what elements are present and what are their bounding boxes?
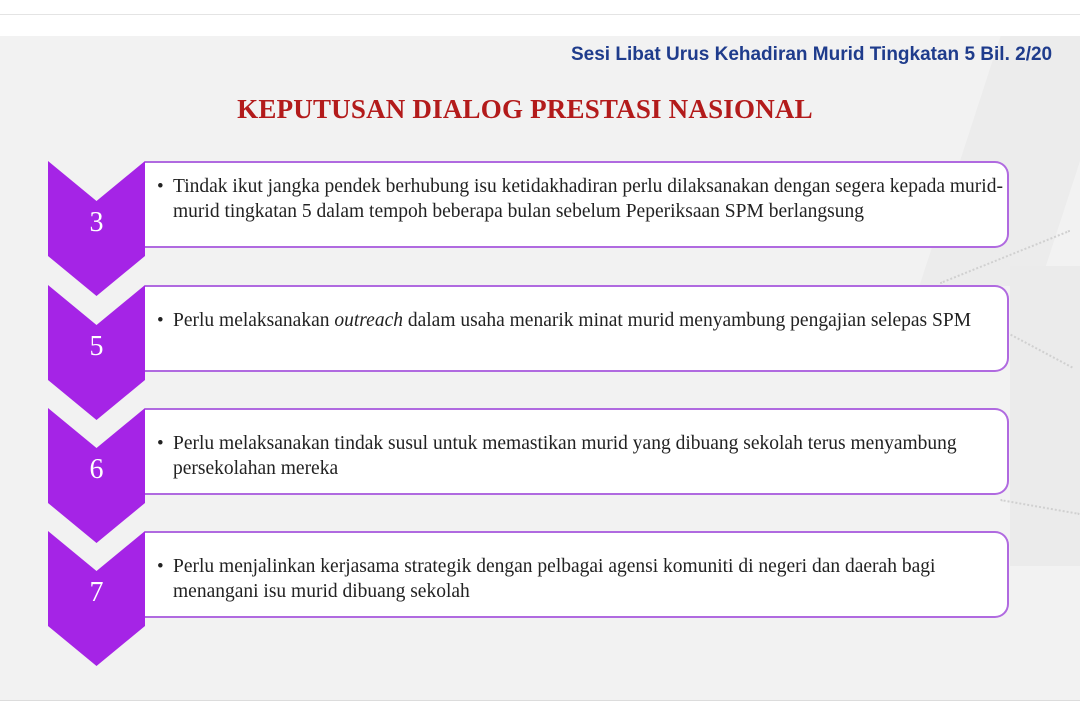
- list-item: [0, 531, 1080, 667]
- list-item: [0, 408, 1080, 544]
- item-number: 7: [89, 577, 104, 608]
- item-box: [145, 531, 1009, 618]
- item-text-content: dalam usaha menarik minat murid menyambung pengajian selepas SPM: [402, 310, 972, 331]
- item-text-content: Tindak ikut jangka pendek berhubung isu ketidakhadiran perlu dilaksanakan dengan segera kepada murid-murid tingkatan 5 dalam tempoh beberapa bulan sebelum Peperiksaan SPM berlangsung: [173, 176, 1003, 222]
- item-text-content: Perlu melaksanakan tindak susul untuk memastikan murid yang dibuang sekolah terus menyambung persekolahan mereka: [173, 433, 957, 479]
- item-number: 3: [89, 207, 104, 238]
- bullet-icon: •: [157, 433, 164, 454]
- bullet-icon: •: [157, 556, 164, 577]
- item-text: [157, 308, 1009, 333]
- item-text: [157, 431, 1009, 481]
- viewer-top-bar: [0, 0, 1080, 15]
- bullet-icon: •: [157, 310, 164, 331]
- item-text-content: Perlu melaksanakan: [173, 310, 335, 331]
- item-text: [157, 554, 1009, 604]
- item-box: [145, 161, 1009, 248]
- item-number: 5: [89, 331, 104, 362]
- list-item: [0, 285, 1080, 421]
- item-text: [157, 174, 1009, 224]
- list-item: [0, 161, 1080, 297]
- slide-subtitle: Sesi Libat Urus Kehadiran Murid Tingkatan 5 Bil. 2/20: [571, 44, 1053, 65]
- slide: [0, 36, 1080, 700]
- item-box: [145, 285, 1009, 372]
- item-text-italic: outreach: [334, 310, 403, 331]
- item-text-content: Perlu menjalinkan kerjasama strategik dengan pelbagai agensi komuniti di negeri dan daerah bagi menangani isu murid dibuang sekolah: [173, 556, 936, 602]
- item-box: [145, 408, 1009, 495]
- bullet-icon: •: [157, 176, 164, 197]
- slide-title: KEPUTUSAN DIALOG PRESTASI NASIONAL: [237, 94, 813, 124]
- item-number: 6: [89, 454, 104, 485]
